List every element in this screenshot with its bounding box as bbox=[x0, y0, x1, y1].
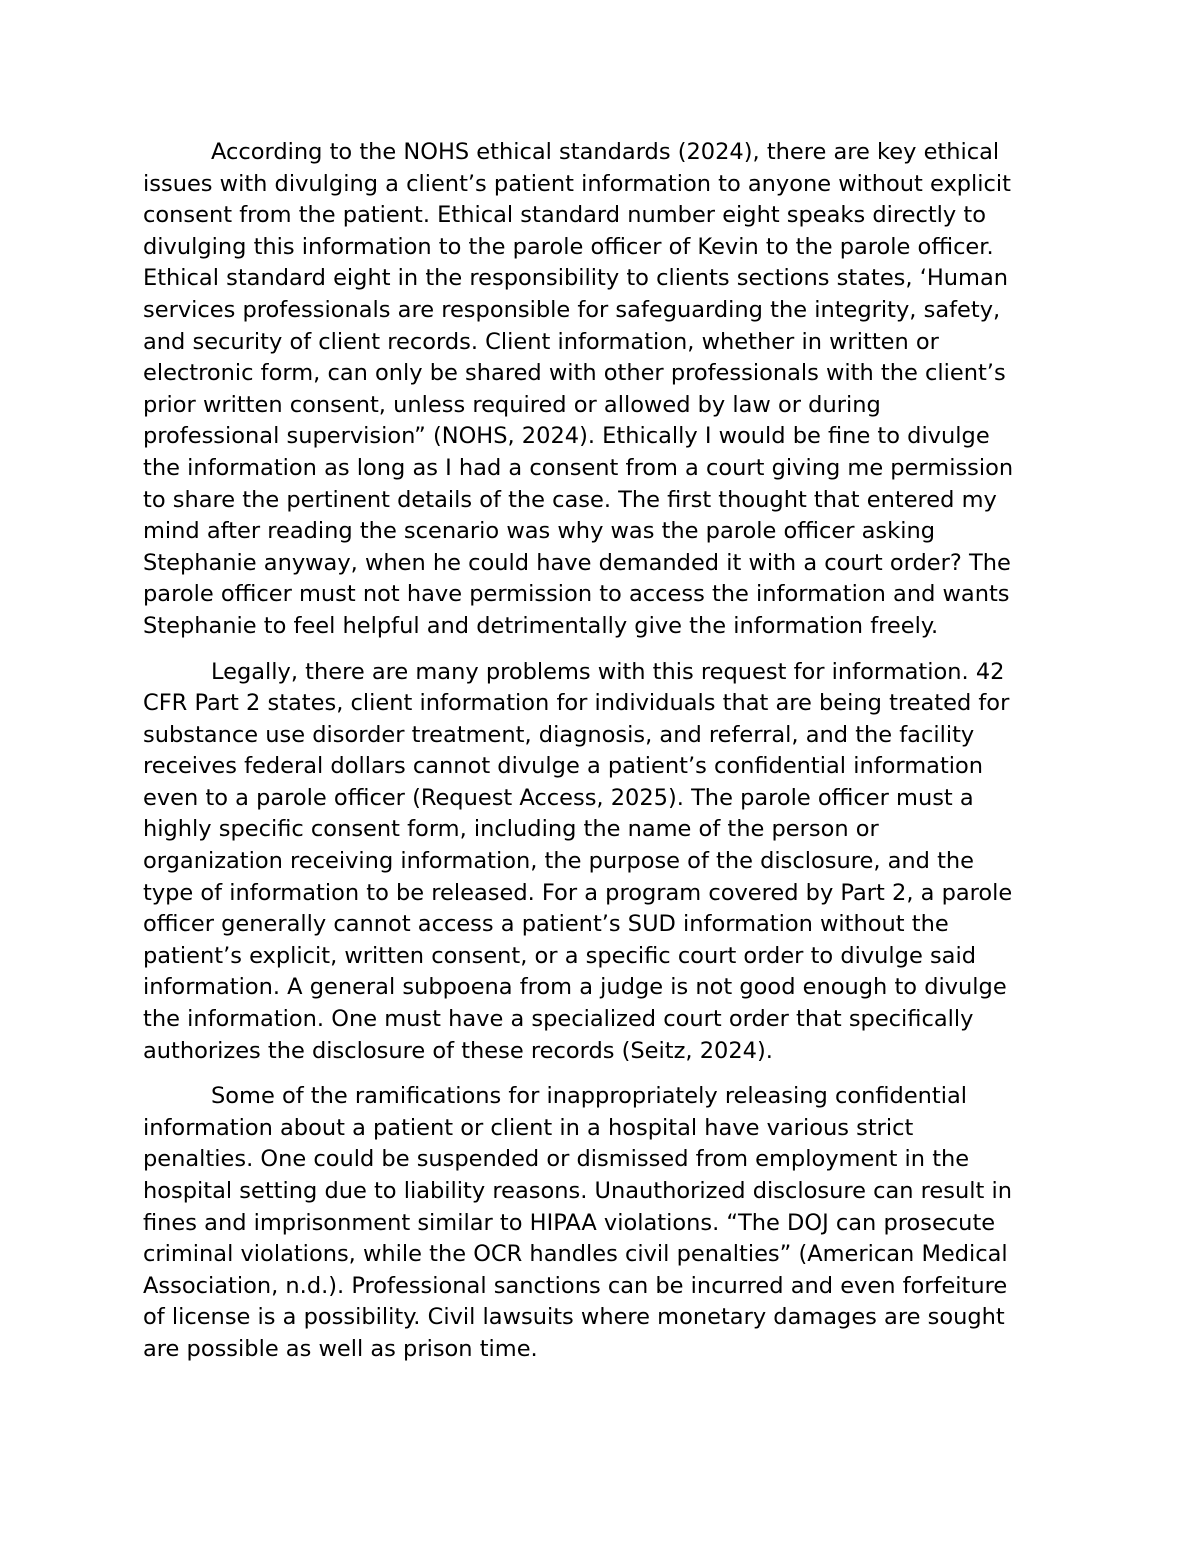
paragraph-ethical-standards bbox=[143, 137, 1063, 643]
paragraph-ramifications bbox=[143, 1081, 1063, 1365]
text-line: organization receiving information, the purpose of the disclosure, and the bbox=[143, 848, 975, 875]
text-line: type of information to be released. For a program covered by Part 2, a parole bbox=[143, 879, 1013, 906]
text-line: and security of client records. Client information, whether in written or bbox=[143, 328, 939, 355]
text-line: penalties. One could be suspended or dismissed from employment in the bbox=[143, 1146, 970, 1173]
text-line: hospital setting due to liability reasons. Unauthorized disclosure can result in bbox=[143, 1178, 1012, 1204]
text-line: CFR Part 2 states, client information for individuals that are being treated for bbox=[143, 690, 1010, 717]
text-line: Stephanie anyway, when he could have demanded it with a court order? The bbox=[143, 549, 1011, 576]
text-line: divulging this information to the parole officer of Kevin to the parole officer. bbox=[143, 233, 994, 260]
text-line: services professionals are responsible for safeguarding the integrity, safety, bbox=[143, 296, 1001, 323]
text-line: mind after reading the scenario was why was the parole officer asking bbox=[143, 518, 935, 545]
text-line: Ethical standard eight in the responsibility to clients sections states, ‘Human bbox=[143, 265, 1008, 292]
text-line: consent from the patient. Ethical standard number eight speaks directly to bbox=[143, 202, 986, 229]
text-line: highly specific consent form, including the name of the person or bbox=[143, 816, 879, 843]
text-line: Legally, there are many problems with this request for information. 42 bbox=[211, 658, 1005, 685]
text-line: Some of the ramifications for inappropriately releasing confidential bbox=[211, 1083, 968, 1110]
text-line: parole officer must not have permission to access the information and wants bbox=[143, 581, 1010, 608]
text-line: officer generally cannot access a patient’s SUD information without the bbox=[143, 911, 949, 938]
text-line: criminal violations, while the OCR handles civil penalties” (American Medical bbox=[143, 1241, 1008, 1268]
text-line: substance use disorder treatment, diagnosis, and referral, and the facility bbox=[143, 721, 975, 748]
text-line: are possible as well as prison time. bbox=[143, 1335, 538, 1362]
text-line: According to the NOHS ethical standards (2024), there are key ethical bbox=[211, 139, 1000, 165]
text-line: issues with divulging a client’s patient information to anyone without explicit bbox=[143, 170, 1011, 197]
text-line: information. A general subpoena from a judge is not good enough to divulge bbox=[143, 974, 1007, 1001]
text-line: prior written consent, unless required or allowed by law or during bbox=[143, 391, 881, 418]
text-line: information about a patient or client in a hospital have various strict bbox=[143, 1114, 914, 1141]
text-line: of license is a possibility. Civil lawsuits where monetary damages are sought bbox=[143, 1304, 1005, 1331]
text-line: to share the pertinent details of the case. The first thought that entered my bbox=[143, 486, 997, 513]
text-line: even to a parole officer (Request Access, 2025). The parole officer must a bbox=[143, 784, 974, 811]
text-line: receives federal dollars cannot divulge a patient’s confidential information bbox=[143, 753, 984, 780]
text-line: professional supervision” (NOHS, 2024). Ethically I would be fine to divulge bbox=[143, 423, 990, 450]
document-body bbox=[143, 137, 1063, 1380]
text-line: authorizes the disclosure of these records (Seitz, 2024). bbox=[143, 1037, 773, 1064]
text-line: Association, n.d.). Professional sanctions can be incurred and even forfeiture bbox=[143, 1272, 1008, 1299]
text-line: the information. One must have a specialized court order that specifically bbox=[143, 1006, 974, 1033]
text-line: Stephanie to feel helpful and detrimentally give the information freely. bbox=[143, 612, 939, 639]
text-line: electronic form, can only be shared with other professionals with the client’s bbox=[143, 360, 1006, 387]
text-line: the information as long as I had a consent from a court giving me permission bbox=[143, 454, 1014, 481]
text-line: patient’s explicit, written consent, or a specific court order to divulge said bbox=[143, 942, 977, 969]
paragraph-legal-problems bbox=[143, 657, 1063, 1068]
text-line: fines and imprisonment similar to HIPAA violations. “The DOJ can prosecute bbox=[143, 1209, 996, 1236]
